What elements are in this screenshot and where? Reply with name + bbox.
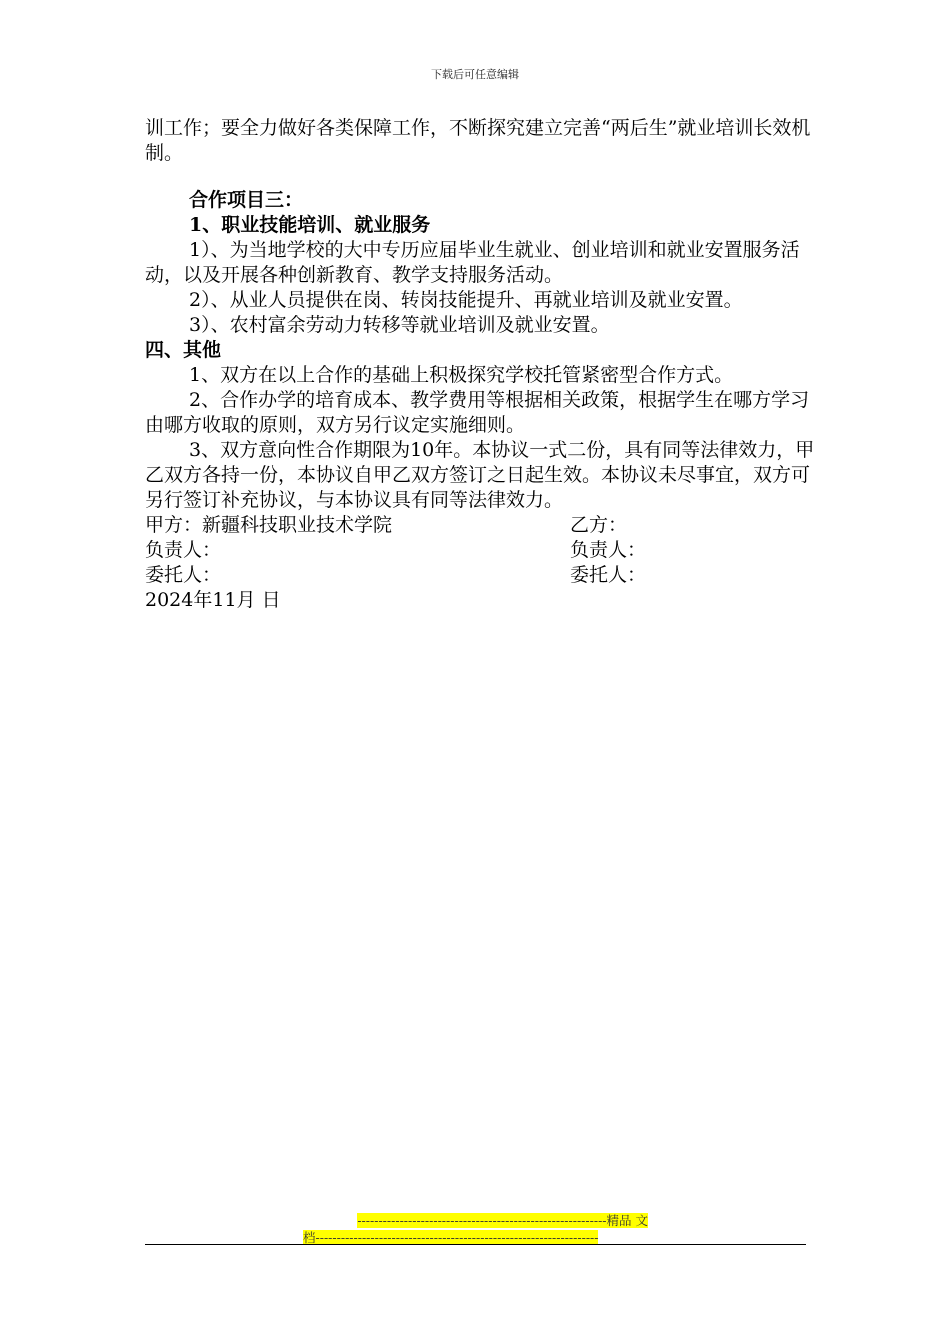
project3-title: 合作项目三：: [189, 189, 304, 211]
project3-item-3: 3）、农村富余劳动力转移等就业培训及就业安置。: [189, 314, 610, 336]
footer-watermark: [303, 1212, 648, 1246]
delegate-a: 委托人：: [145, 564, 222, 586]
paragraph-continued: 训工作；要全力做好各类保障工作，不断探究建立完善“两后生”就业培训长效机制。: [145, 117, 811, 164]
project3-subtitle: 1、职业技能培训、就业服务: [189, 214, 431, 236]
spacer: [145, 166, 815, 188]
project3-item-1: 1）、为当地学校的大中专历应届毕业生就业、创业培训和就业安置服务活动，以及开展各种创新教育、教学支持服务活动。: [145, 239, 800, 286]
party-b: 乙方：: [570, 514, 628, 536]
page-header: 下载后可任意编辑: [431, 68, 519, 81]
other-item-1: 1、双方在以上合作的基础上积极探究学校托管紧密型合作方式。: [189, 364, 734, 386]
footer-line-2: 档-------------------------------------------------------------------: [303, 1230, 599, 1245]
signature-row-delegate: [145, 563, 815, 588]
responsible-a: 负责人：: [145, 539, 222, 561]
party-a: 甲方：新疆科技职业技术学院: [145, 514, 393, 536]
signature-row-responsible: [145, 538, 815, 563]
sign-date: 2024年11月 日: [145, 589, 281, 611]
section4-title: 四、其他: [145, 339, 222, 361]
responsible-b: 负责人：: [570, 539, 647, 561]
footer-line-1: -----------------------------------------------------------精品 文: [357, 1213, 648, 1228]
signature-row-party: [145, 513, 815, 538]
delegate-b: 委托人：: [570, 564, 647, 586]
other-item-2: 2、合作办学的培育成本、教学费用等根据相关政策，根据学生在哪方学习由哪方收取的原则，双方另行议定实施细则。: [145, 389, 810, 436]
document-body: [145, 116, 815, 613]
project3-item-2: 2）、从业人员提供在岗、转岗技能提升、再就业培训及就业安置。: [189, 289, 743, 311]
other-item-3: 3、双方意向性合作期限为10年。本协议一式二份，具有同等法律效力，甲乙双方各持一份，本协议自甲乙双方签订之日起生效。本协议未尽事宜，双方可另行签订补充协议，与本协议具有同等法律效力。: [145, 439, 815, 511]
footer-rule: [145, 1244, 806, 1245]
